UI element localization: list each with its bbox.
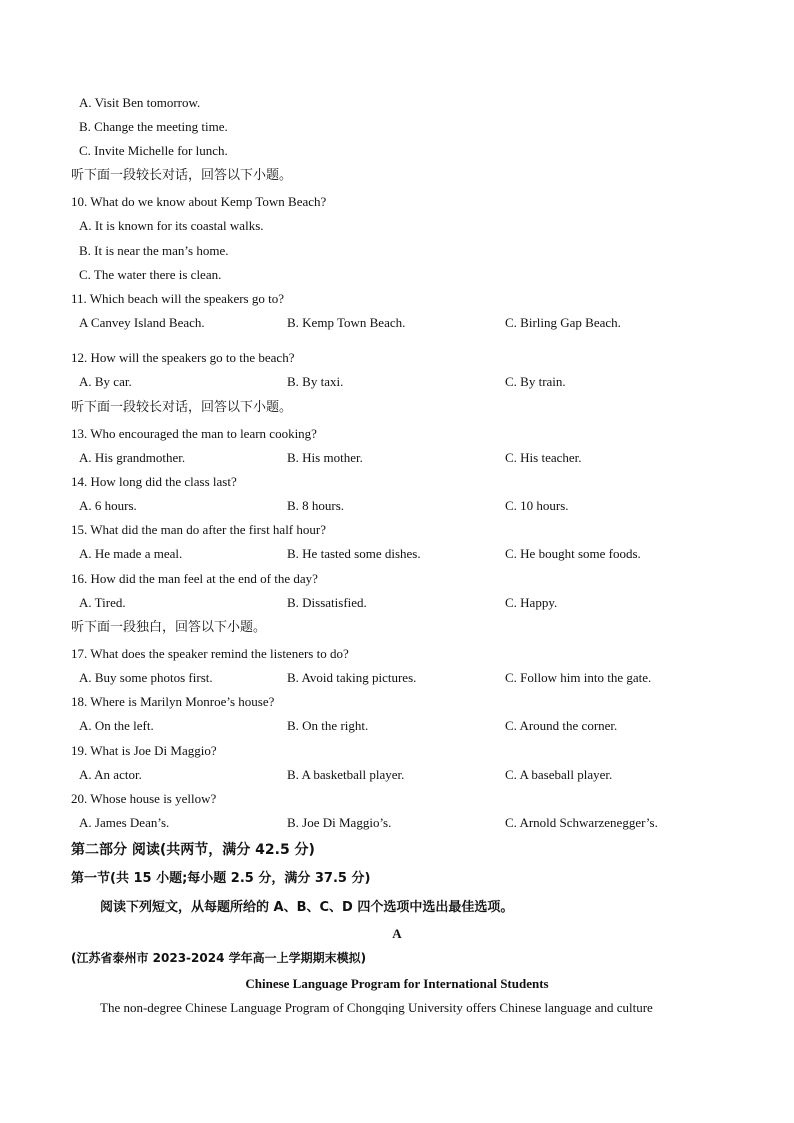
q15-option-b: B. He tasted some dishes.	[287, 546, 421, 561]
part2-heading: 第二部分 阅读(共两节，满分 42.5 分)	[71, 842, 315, 858]
q15-question: 15. What did the man do after the first half hour?	[71, 522, 326, 537]
instruction-monologue: 听下面一段独白，回答以下小题。	[71, 620, 267, 635]
q16-option-b: B. Dissatisfied.	[287, 595, 367, 610]
q12-option-b: B. By taxi.	[287, 374, 344, 389]
q14-question: 14. How long did the class last?	[71, 474, 237, 489]
q14-option-b: B. 8 hours.	[287, 498, 345, 513]
q14-option-a: A. 6 hours.	[79, 498, 137, 513]
q20-option-a: A. James Dean’s.	[79, 815, 170, 830]
q12-option-a: A. By car.	[79, 374, 132, 389]
q19-question: 19. What is Joe Di Maggio?	[71, 743, 217, 758]
q10-option-a: A. It is known for its coastal walks.	[79, 218, 264, 233]
q11-option-a: A Canvey Island Beach.	[79, 315, 205, 330]
q11-option-b: B. Kemp Town Beach.	[287, 315, 406, 330]
q19-option-a: A. An actor.	[79, 767, 142, 782]
q19-option-b: B. A basketball player.	[287, 767, 405, 782]
q14-option-c: C. 10 hours.	[505, 498, 569, 513]
q17-option-b: B. Avoid taking pictures.	[287, 670, 417, 685]
q18-option-c: C. Around the corner.	[505, 718, 618, 733]
q10-option-b: B. It is near the man’s home.	[79, 243, 229, 258]
q13-question: 13. Who encouraged the man to learn cooking?	[71, 426, 317, 441]
q15-option-a: A. He made a meal.	[79, 546, 183, 561]
instruction-dialog-2: 听下面一段较长对话，回答以下小题。	[71, 400, 293, 415]
passage-title: Chinese Language Program for International Students	[245, 976, 549, 991]
q13-option-b: B. His mother.	[287, 450, 363, 465]
q17-option-c: C. Follow him into the gate.	[505, 670, 652, 685]
q9-option-c: C. Invite Michelle for lunch.	[79, 143, 228, 158]
passage-letter: A	[392, 926, 402, 941]
q11-option-c: C. Birling Gap Beach.	[505, 315, 621, 330]
q16-question: 16. How did the man feel at the end of the day?	[71, 571, 318, 586]
q12-question: 12. How will the speakers go to the beach?	[71, 350, 295, 365]
q16-option-c: C. Happy.	[505, 595, 558, 610]
q9-option-a: A. Visit Ben tomorrow.	[79, 95, 201, 110]
q17-question: 17. What does the speaker remind the listeners to do?	[71, 646, 349, 661]
q9-option-b: B. Change the meeting time.	[79, 119, 228, 134]
q20-option-c: C. Arnold Schwarzenegger’s.	[505, 815, 658, 830]
q11-question: 11. Which beach will the speakers go to?	[71, 291, 284, 306]
reading-instruction: 阅读下列短文，从每题所给的 A、B、C、D 四个选项中选出最佳选项。	[100, 900, 514, 915]
source-note: (江苏省泰州市 2023-2024 学年高一上学期期末模拟)	[71, 951, 367, 965]
q19-option-c: C. A baseball player.	[505, 767, 613, 782]
q12-option-c: C. By train.	[505, 374, 566, 389]
instruction-dialog-1: 听下面一段较长对话，回答以下小题。	[71, 168, 293, 183]
q18-option-a: A. On the left.	[79, 718, 154, 733]
q15-option-c: C. He bought some foods.	[505, 546, 641, 561]
q20-option-b: B. Joe Di Maggio’s.	[287, 815, 392, 830]
section1-heading: 第一节(共 15 小题;每小题 2.5 分，满分 37.5 分)	[71, 871, 371, 886]
q13-option-c: C. His teacher.	[505, 450, 582, 465]
q18-option-b: B. On the right.	[287, 718, 369, 733]
q18-question: 18. Where is Marilyn Monroe’s house?	[71, 694, 275, 709]
q17-option-a: A. Buy some photos first.	[79, 670, 213, 685]
q10-question: 10. What do we know about Kemp Town Beach?	[71, 194, 327, 209]
q10-option-c: C. The water there is clean.	[79, 267, 222, 282]
q13-option-a: A. His grandmother.	[79, 450, 186, 465]
passage-first-line: The non-degree Chinese Language Program of Chongqing University offers Chinese language and culture	[100, 1000, 653, 1015]
q16-option-a: A. Tired.	[79, 595, 126, 610]
q20-question: 20. Whose house is yellow?	[71, 791, 217, 806]
